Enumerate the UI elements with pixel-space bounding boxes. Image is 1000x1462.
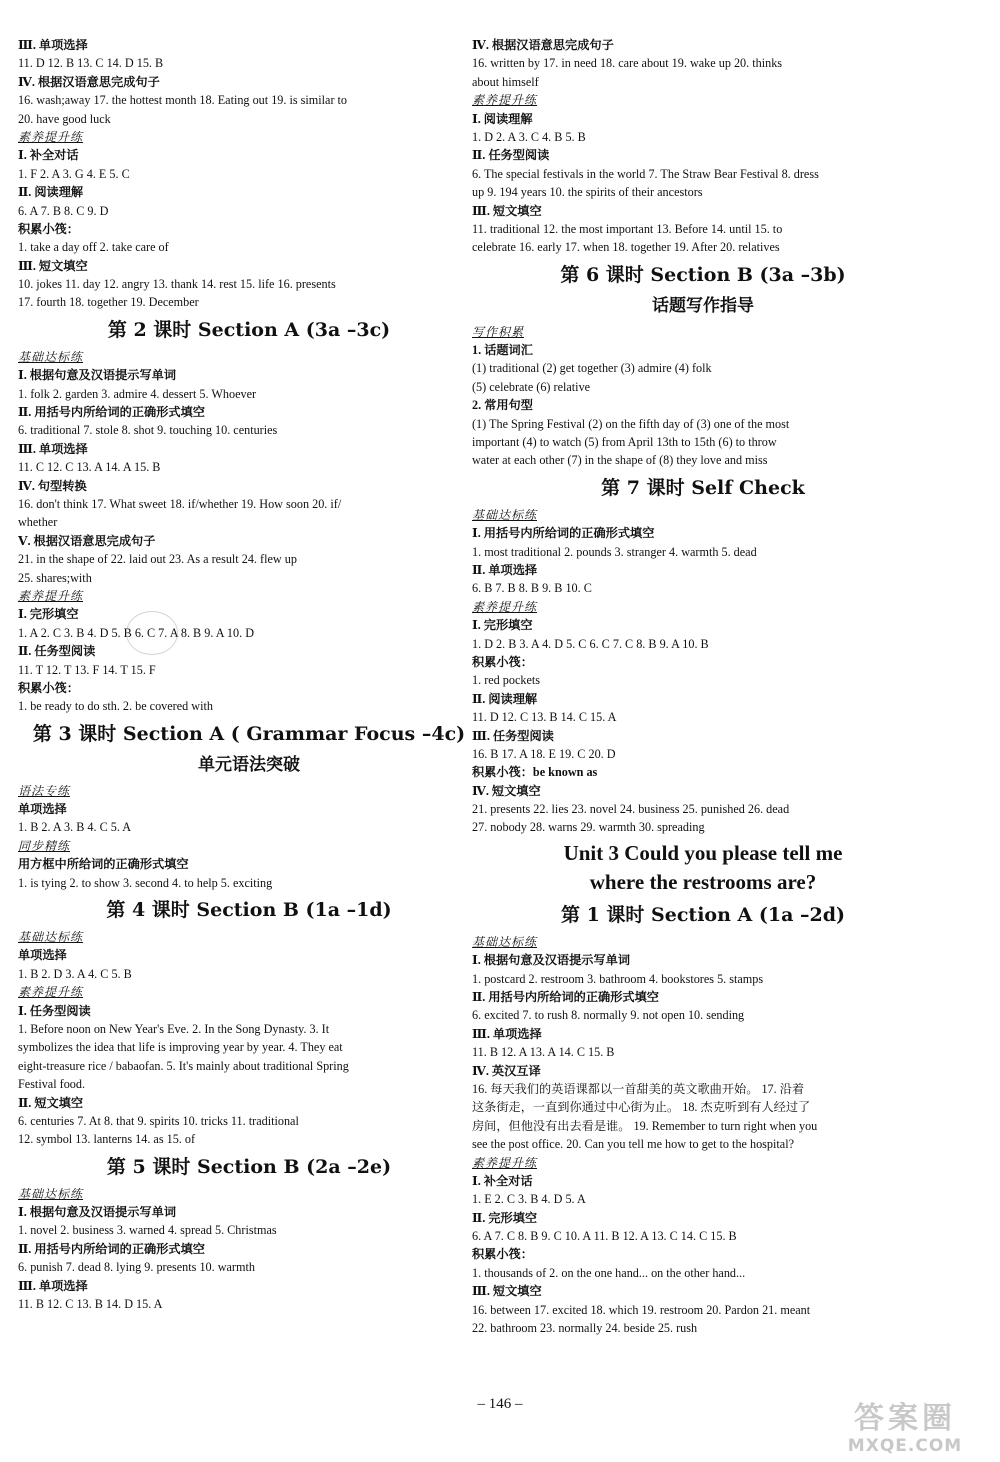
answer-line: 1. A 2. C 3. B 4. D 5. B 6. C 7. A 8. B 9. A 10. D <box>18 625 255 640</box>
section-heading: Ⅲ. 短文填空 <box>18 258 88 273</box>
answer-line: 1. postcard 2. restroom 3. bathroom 4. bookstores 5. stamps <box>472 971 764 986</box>
answer-line: about himself <box>472 74 539 89</box>
practice-tag <box>472 1154 934 1172</box>
answer-line: (1) traditional (2) get together (3) admire (4) folk <box>472 361 712 376</box>
answer-line: 6. centuries 7. At 8. that 9. spirits 10. tricks 11. traditional <box>18 1113 299 1128</box>
answer-line: 1. D 2. A 3. C 4. B 5. B <box>472 129 586 144</box>
answer-line: 11. D 12. C 13. B 14. C 15. A <box>472 710 617 725</box>
answer-line: up 9. 194 years 10. the spirits of their ancestors <box>472 185 703 200</box>
section-heading: Ⅴ. 根据汉语意思完成句子 <box>18 533 156 548</box>
answer-line: whether <box>18 515 58 530</box>
section-heading: 单项选择 <box>18 802 67 817</box>
answer-line: 20. have good luck <box>18 111 111 126</box>
practice-tag <box>472 598 934 616</box>
answer-line: 27. nobody 28. warns 29. warmth 30. spreading <box>472 820 705 835</box>
answer-line: 房间，但他没有出去看是谁。 19. Remember to turn right when you <box>472 1118 818 1133</box>
practice-tag-label: 素养提升练 <box>18 588 84 603</box>
watermark-site: MXQE.COM <box>847 1436 963 1456</box>
answer-line: important (4) to watch (5) from April 13th to 15th (6) to throw <box>472 435 777 450</box>
answer-line: 11. C 12. C 13. A 14. A 15. B <box>18 460 161 475</box>
section-heading: 单项选择 <box>18 948 67 963</box>
section-heading: Ⅰ. 补全对话 <box>472 1173 533 1188</box>
section-heading: 积累小筏： <box>18 680 79 695</box>
answer-line: 6. excited 7. to rush 8. normally 9. not open 10. sending <box>472 1008 745 1023</box>
section-heading: Ⅰ. 根据句意及汉语提示写单词 <box>18 1205 177 1220</box>
section-heading: Ⅲ. 短文填空 <box>472 1284 542 1299</box>
answer-line: 1. E 2. C 3. B 4. D 5. A <box>472 1192 586 1207</box>
answer-line: 1. most traditional 2. pounds 3. stranger 4. warmth 5. dead <box>472 544 757 559</box>
unit-title-line: where the restrooms are? <box>589 869 817 894</box>
answer-line: 11. B 12. A 13. A 14. C 15. B <box>472 1045 615 1060</box>
section-heading: Ⅰ. 用括号内所给词的正确形式填空 <box>472 526 655 541</box>
practice-tag-label: 素养提升练 <box>472 1155 538 1170</box>
section-heading: Ⅰ. 完形填空 <box>472 618 533 633</box>
practice-tag <box>18 1185 480 1203</box>
answer-line: 6. punish 7. dead 8. lying 9. presents 10. warmth <box>18 1260 255 1275</box>
topic-title: 话题写作指导 <box>652 295 754 316</box>
section-heading: Ⅱ. 用括号内所给词的正确形式填空 <box>18 405 205 420</box>
answer-line: 1. Before noon on New Year's Eve. 2. In the Song Dynasty. 3. It <box>18 1021 330 1036</box>
answer-line: celebrate 16. early 17. when 18. together 19. After 20. relatives <box>472 240 780 255</box>
practice-tag-label: 素养提升练 <box>472 93 538 108</box>
answer-line: water at each other (7) in the shape of (8) they love and miss <box>472 453 768 468</box>
lesson-title: 第 1 课时 Section A (1a –2d) <box>560 903 846 926</box>
answer-line: 1. D 2. B 3. A 4. D 5. C 6. C 7. C 8. B 9. A 10. B <box>472 636 709 651</box>
section-heading: Ⅳ. 短文填空 <box>472 783 541 798</box>
answer-line: 1. thousands of 2. on the one hand... on the other hand... <box>472 1265 746 1280</box>
lesson-title: 第 3 课时 Section A ( Grammar Focus –4c) <box>32 722 466 745</box>
section-heading: Ⅳ. 句型转换 <box>18 478 87 493</box>
section-heading: Ⅳ. 英汉互译 <box>472 1063 541 1078</box>
practice-tag <box>472 91 934 109</box>
lesson-title: 第 4 课时 Section B (1a –1d) <box>106 899 392 922</box>
lesson-title: 第 7 课时 Self Check <box>601 476 805 499</box>
section-heading: Ⅲ. 任务型阅读 <box>472 728 554 743</box>
answer-line: 21. in the shape of 22. laid out 23. As a result 24. flew up <box>18 552 297 567</box>
practice-tag <box>18 837 480 855</box>
practice-tag <box>472 323 934 341</box>
site-watermark <box>820 1402 990 1458</box>
lesson-title: 第 5 课时 Section B (2a –2e) <box>106 1155 392 1178</box>
answer-line: Festival food. <box>18 1077 86 1092</box>
practice-tag <box>18 983 480 1001</box>
answer-line: 11. B 12. C 13. B 14. D 15. A <box>18 1297 163 1312</box>
watermark-chinese: 答案圈 <box>854 1401 956 1436</box>
section-heading: 1. 话题词汇 <box>472 343 533 358</box>
page-number: – 146 – <box>477 1396 523 1412</box>
section-heading: Ⅰ. 根据句意及汉语提示写单词 <box>472 953 631 968</box>
answer-line: 22. bathroom 23. normally 24. beside 25. rush <box>472 1321 698 1336</box>
section-heading: Ⅳ. 根据汉语意思完成句子 <box>472 38 614 52</box>
answer-line: 1. F 2. A 3. G 4. E 5. C <box>18 166 130 181</box>
answer-line: 6. A 7. C 8. B 9. C 10. A 11. B 12. A 13. C 14. C 15. B <box>472 1229 737 1244</box>
answer-line: 16. between 17. excited 18. which 19. restroom 20. Pardon 21. meant <box>472 1302 811 1317</box>
section-heading: Ⅱ. 任务型阅读 <box>472 148 550 163</box>
practice-tag-label: 素养提升练 <box>18 129 84 144</box>
section-heading: Ⅰ. 补全对话 <box>18 148 79 163</box>
practice-tag <box>18 348 480 366</box>
answer-line: 1. is tying 2. to show 3. second 4. to help 5. exciting <box>18 875 273 890</box>
right-column <box>472 36 934 1337</box>
answer-line: 1. take a day off 2. take care of <box>18 240 169 255</box>
unit-title-line: Unit 3 Could you please tell me <box>563 840 843 865</box>
answer-line: 6. B 7. B 8. B 9. B 10. C <box>472 581 592 596</box>
answer-line: (1) The Spring Festival (2) on the fifth day of (3) one of the most <box>472 416 790 431</box>
answer-line: 16. B 17. A 18. E 19. C 20. D <box>472 746 616 761</box>
section-heading: Ⅱ. 单项选择 <box>472 562 538 577</box>
practice-tag-label: 同步精练 <box>18 838 71 853</box>
left-column <box>18 36 480 1313</box>
answer-line: symbolizes the idea that life is improving year by year. 4. They eat <box>18 1040 343 1055</box>
section-heading: Ⅱ. 短文填空 <box>18 1095 84 1110</box>
practice-tag-label: 基础达标练 <box>472 507 538 522</box>
practice-tag-label: 基础达标练 <box>18 1186 84 1201</box>
section-heading: Ⅱ. 阅读理解 <box>18 185 84 200</box>
practice-tag <box>472 933 934 951</box>
answer-line: 1. folk 2. garden 3. admire 4. dessert 5. Whoever <box>18 386 257 401</box>
answer-line: 1. novel 2. business 3. warned 4. spread 5. Christmas <box>18 1223 277 1238</box>
section-heading: 积累小筏： <box>472 654 533 669</box>
answer-line: 6. A 7. B 8. C 9. D <box>18 203 109 218</box>
answer-line: 1. be ready to do sth. 2. be covered with <box>18 699 213 714</box>
unit-title <box>472 839 934 897</box>
answer-line: 10. jokes 11. day 12. angry 13. thank 14. rest 15. life 16. presents <box>18 277 336 292</box>
stamp-mark <box>126 611 178 655</box>
practice-tag <box>18 928 480 946</box>
answer-line: 16. wash;away 17. the hottest month 18. Eating out 19. is similar to <box>18 93 348 108</box>
section-heading: 用方框中所给词的正确形式填空 <box>18 857 189 872</box>
section-heading: Ⅲ. 单项选择 <box>18 441 88 456</box>
practice-tag-label: 基础达标练 <box>18 930 84 945</box>
section-heading: Ⅰ. 完形填空 <box>18 607 79 622</box>
answer-line: 1. red pockets <box>472 673 541 688</box>
section-heading: Ⅱ. 完形填空 <box>472 1210 538 1225</box>
answer-line: 这条街走，一直到你通过中心街为止。 18. 杰克听到有人经过了 <box>472 1100 811 1115</box>
section-heading: Ⅱ. 用括号内所给词的正确形式填空 <box>472 990 659 1005</box>
answer-line: 21. presents 22. lies 23. novel 24. business 25. punished 26. dead <box>472 802 790 817</box>
section-heading: Ⅱ. 用括号内所给词的正确形式填空 <box>18 1241 205 1256</box>
practice-tag-label: 素养提升练 <box>18 985 84 1000</box>
section-heading: 积累小筏： <box>472 1247 533 1262</box>
lesson-title: 第 2 课时 Section A (3a –3c) <box>107 318 391 341</box>
answer-line: eight-treasure rice / babaofan. 5. It's mainly about traditional Spring <box>18 1058 349 1073</box>
section-heading: Ⅲ. 短文填空 <box>472 203 542 218</box>
practice-tag <box>18 782 480 800</box>
answer-line: (5) celebrate (6) relative <box>472 379 591 394</box>
section-heading: Ⅲ. 单项选择 <box>18 38 88 52</box>
practice-tag <box>472 506 934 524</box>
answer-line: see the post office. 20. Can you tell me how to get to the hospital? <box>472 1137 794 1152</box>
answer-line: 1. B 2. D 3. A 4. C 5. B <box>18 966 132 981</box>
section-heading: Ⅲ. 单项选择 <box>18 1278 88 1293</box>
practice-tag <box>18 587 480 605</box>
section-heading: Ⅳ. 根据汉语意思完成句子 <box>18 74 160 89</box>
practice-tag <box>18 128 480 146</box>
section-heading: Ⅲ. 单项选择 <box>472 1026 542 1041</box>
practice-tag-label: 基础达标练 <box>18 349 84 364</box>
section-heading: 积累小筏： <box>18 221 79 236</box>
section-heading: 积累小筏：be known as <box>472 765 598 780</box>
practice-tag-label: 语法专练 <box>18 783 71 798</box>
practice-tag-label: 素养提升练 <box>472 599 538 614</box>
answer-line: 11. traditional 12. the most important 13. Before 14. until 15. to <box>472 221 783 236</box>
answer-line: 11. T 12. T 13. F 14. T 15. F <box>18 662 156 677</box>
lesson-title: 第 6 课时 Section B (3a –3b) <box>560 263 846 286</box>
section-heading: Ⅰ. 阅读理解 <box>472 111 533 126</box>
section-heading: Ⅱ. 阅读理解 <box>472 691 538 706</box>
practice-tag-label: 基础达标练 <box>472 934 538 949</box>
section-heading: 2. 常用句型 <box>472 398 533 413</box>
answer-line: 11. D 12. B 13. C 14. D 15. B <box>18 56 164 71</box>
answer-line: 12. symbol 13. lanterns 14. as 15. of <box>18 1132 196 1147</box>
practice-tag-label: 写作积累 <box>472 324 525 339</box>
section-heading: Ⅰ. 根据句意及汉语提示写单词 <box>18 368 177 383</box>
section-heading: Ⅰ. 任务型阅读 <box>18 1003 91 1018</box>
answer-line: 6. The special festivals in the world 7. The Straw Bear Festival 8. dress <box>472 166 819 181</box>
section-heading: Ⅱ. 任务型阅读 <box>18 644 96 659</box>
answer-line: 16. written by 17. in need 18. care about 19. wake up 20. thinks <box>472 56 783 71</box>
answer-line: 1. B 2. A 3. B 4. C 5. A <box>18 820 132 835</box>
answer-line: 17. fourth 18. together 19. December <box>18 295 199 310</box>
answer-line: 16. don't think 17. What sweet 18. if/whether 19. How soon 20. if/ <box>18 496 342 511</box>
answer-line: 16. 每天我们的英语课都以一首甜美的英文歌曲开始。 17. 沿着 <box>472 1081 805 1096</box>
topic-title: 单元语法突破 <box>198 754 300 775</box>
answer-line: 25. shares;with <box>18 570 92 585</box>
answer-line: 6. traditional 7. stole 8. shot 9. touching 10. centuries <box>18 423 278 438</box>
